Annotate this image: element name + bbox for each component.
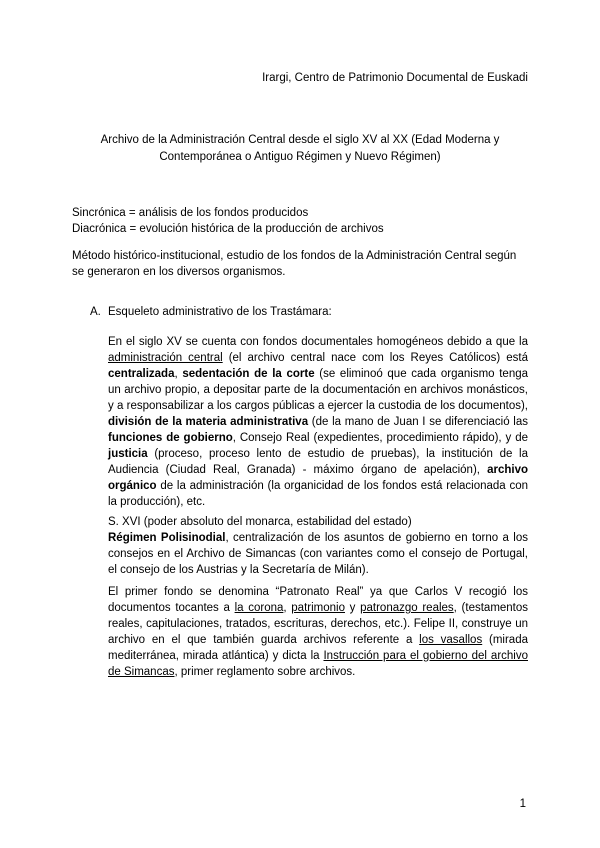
text-run: y [344,602,361,614]
section-a-heading [90,306,332,318]
text-run: (el archivo central nace com los Reyes Católicos) está [222,352,529,364]
definition-sincronica: Sincrónica = análisis de los fondos producidos [72,207,309,219]
underlined-text: la corona [234,602,284,614]
underlined-text: Instrucción para el gobierno del archivo de Simancas [108,650,528,678]
bold-text: justicia [108,448,148,460]
text-run: El primer fondo se denomina “Patronato Real” ya que Carlos V recogió los documentos tocantes a [108,586,528,614]
title-line-1: Archivo de la Administración Central desde el siglo XV al XX (Edad Moderna y [100,134,500,146]
text-run: (se eliminoó que cada organismo tenga un archivo propio, a depositar parte de la documentación en archivos monásticos, y a responsabilizar a los cargos públicas a ejercer la custodia de los documentos), [108,368,529,412]
bold-text: sedentación de la corte [182,368,315,380]
polisinodial-text [108,530,528,578]
text-run: , (testamentos reales, capitulaciones, tratados, escrituras, derechos, etc.). Felipe II, construye un archivo en el que también guarda archivos referente a [108,602,529,646]
underlined-text: los vasallos [419,634,483,646]
text-run: En el siglo XV se cuenta con fondos documentales homogéneos debido a que la [108,336,528,348]
document-header: Irargi, Centro de Patrimonio Documental de Euskadi [262,72,528,84]
text-run: , [174,368,183,380]
section-a-title: Esqueleto administrativo de los Trastámara: [108,306,332,318]
paragraph-siglo-xv [108,334,528,510]
text-run: de la administración (la organicidad de los fondos está relacionada con la producción), etc. [108,480,528,508]
siglo-xvi-subheading: S. XVI (poder absoluto del monarca, estabilidad del estado) [108,516,412,528]
text-run: , Consejo Real (expedientes, procedimiento rápido), y de [232,432,528,444]
text-run: , [283,602,292,614]
paragraph-patronato-real [108,584,528,680]
text-run: , centralización de los asuntos de gobierno en torno a los consejos en el Archivo de Simancas (con variantes como el consejo de Portugal, el consejo de los Austrias y la Secretaría de Milán). [108,532,528,576]
underlined-text: patronazgo reales [360,602,454,614]
bold-text: división de la materia administrativa [108,416,309,428]
bold-text: funciones de gobierno [108,432,233,444]
underlined-text: administración central [108,352,223,364]
document-title [60,132,540,166]
bold-text: archivo orgánico [108,464,528,492]
page-number: 1 [519,798,526,810]
paragraph-siglo-xvi [108,514,528,578]
bold-text: Régimen Polisinodial [108,532,226,544]
list-marker: A. [90,306,101,318]
text-run: (mirada mediterránea, mirada atlántica) y dicta la [108,634,528,662]
method-paragraph: Método histórico-institucional, estudio de los fondos de la Administración Central según se generaron en los diversos organismos. [72,250,517,278]
underlined-text: patrimonio [291,602,345,614]
definitions [72,205,384,237]
text-run: (proceso, proceso lento de estudio de pruebas), la institución de la Audiencia (Ciudad Real, Granada) - máximo órgano de apelación), [108,448,528,476]
definition-diacronica: Diacrónica = evolución histórica de la producción de archivos [72,223,384,235]
title-line-2: Contemporánea o Antiguo Régimen y Nuevo Régimen) [159,151,441,163]
bold-text: centralizada [108,368,175,380]
text-run: (de la mano de Juan I se diferenciació las [308,416,528,428]
text-run: , primer reglamento sobre archivos. [174,666,356,678]
